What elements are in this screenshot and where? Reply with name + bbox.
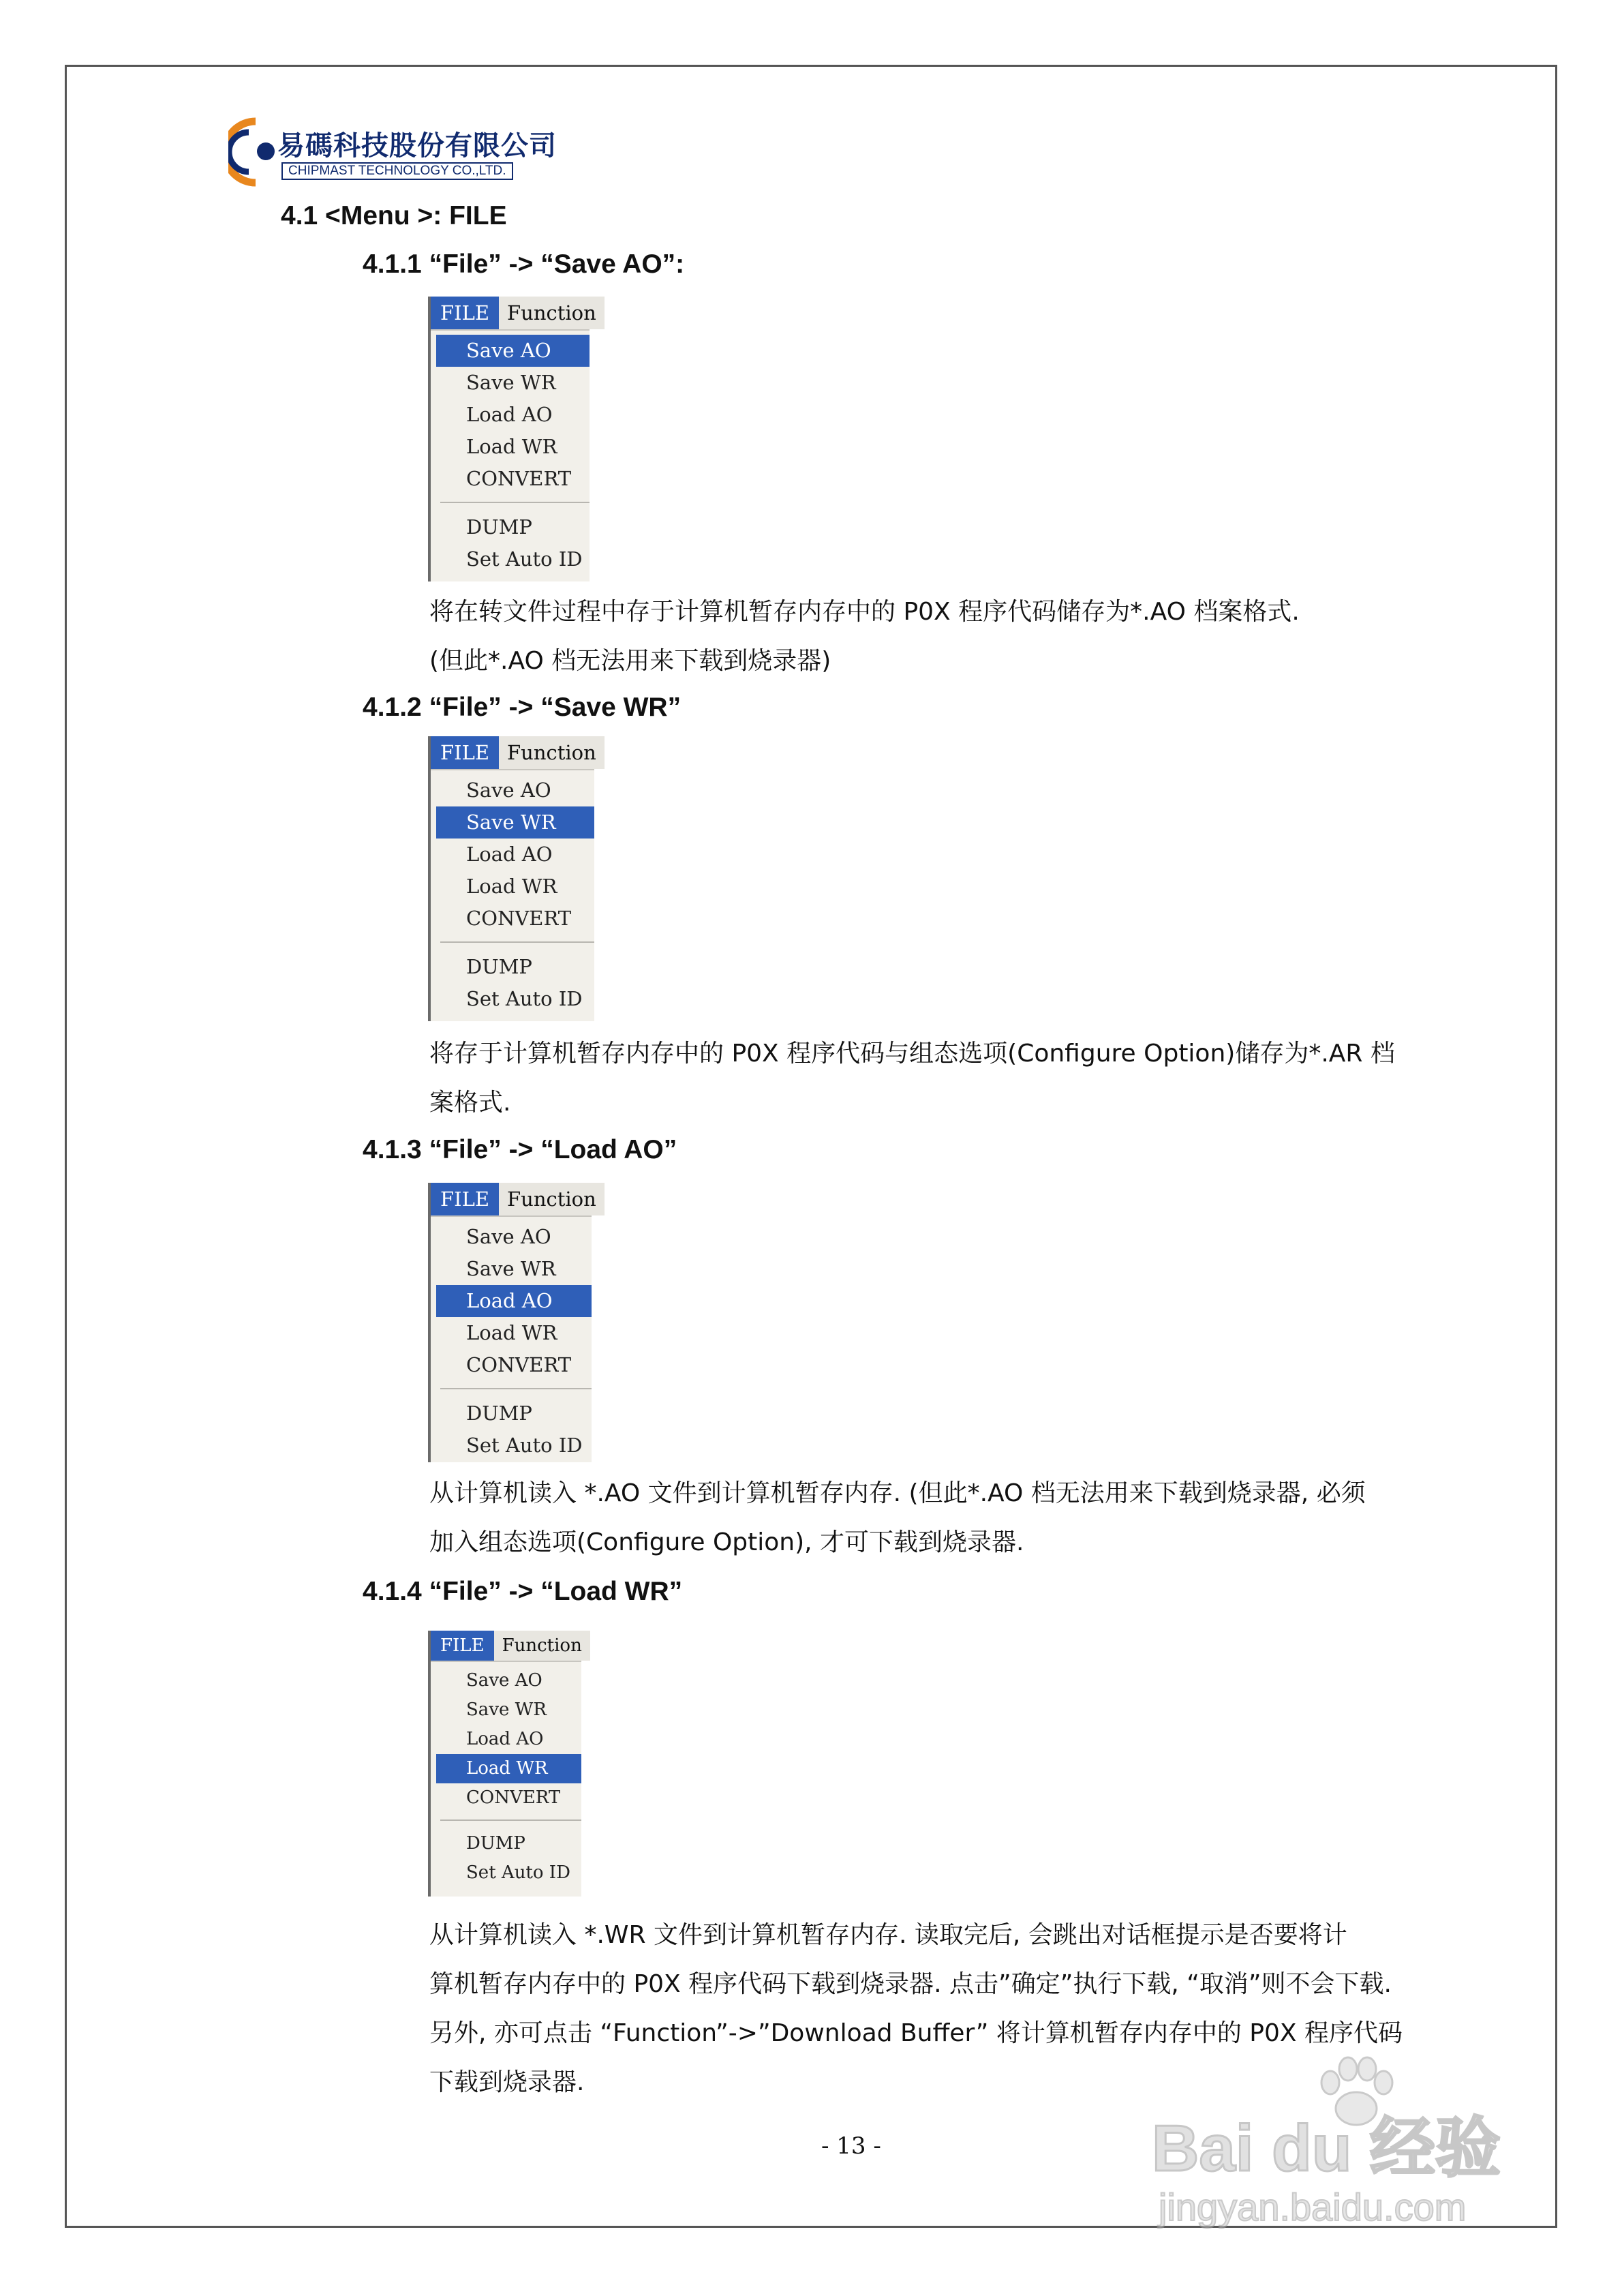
subsection-heading-load-ao: 4.1.3 “File” -> “Load AO”	[363, 1135, 677, 1164]
file-menu-screenshot	[428, 736, 594, 1021]
section-title: 4.1 <Menu >: FILE	[281, 201, 507, 230]
page-number: - 13 -	[821, 2132, 881, 2160]
menu-file[interactable]: FILE	[431, 736, 499, 769]
subsection-heading-save-wr: 4.1.2 “File” -> “Save WR”	[363, 693, 682, 722]
menu-item-save-wr[interactable]: Save WR	[466, 371, 556, 394]
menu-item-set-auto-id[interactable]: Set Auto ID	[466, 1434, 583, 1457]
menu-item-load-ao[interactable]: Load AO	[466, 403, 553, 426]
menu-item-load-wr[interactable]: Load WR	[466, 1321, 557, 1344]
menu-item-load-wr[interactable]: Load WR	[466, 875, 557, 898]
company-name-en: CHIPMAST TECHNOLOGY CO.,LTD.	[281, 162, 513, 180]
menu-separator	[440, 1388, 592, 1389]
menu-item-convert[interactable]: CONVERT	[466, 1353, 572, 1376]
page-border	[65, 65, 1557, 2228]
menu-item-dump[interactable]: DUMP	[466, 955, 532, 978]
menu-item-set-auto-id[interactable]: Set Auto ID	[466, 547, 583, 571]
menu-item-convert[interactable]: CONVERT	[466, 907, 572, 930]
menu-item-dump[interactable]: DUMP	[466, 1833, 525, 1854]
menu-item-dump[interactable]: DUMP	[466, 1402, 532, 1425]
file-menu-screenshot	[428, 1631, 581, 1897]
description-load-wr: 从计算机读入 *.WR 文件到计算机暂存内存. 读取完后, 会跳出对话框提示是否要将计 算机暂存内存中的 P0X 程序代码下载到烧录器. 点击”确定”执行下载, “取消”则不会下载. 另外, 亦可点击 “Function”->”Download Buffer” 将计算机暂存内存中的 P0X 程序代码 下载到烧录器.	[429, 1921, 1403, 2096]
menu-function[interactable]: Function	[499, 736, 605, 769]
subsection-heading-load-wr: 4.1.4 “File” -> “Load WR”	[363, 1577, 683, 1606]
logo-icon	[228, 116, 283, 187]
watermark-url: jingyan.baidu.com	[1159, 2186, 1467, 2229]
menu-item-save-ao[interactable]: Save AO	[466, 1670, 542, 1691]
menu-function[interactable]: Function	[499, 1183, 605, 1215]
company-logo	[228, 116, 557, 187]
menu-item-load-ao[interactable]: Load AO	[436, 1285, 592, 1317]
file-menu-screenshot	[428, 1183, 596, 1462]
menu-item-save-wr[interactable]: Save WR	[466, 1257, 556, 1280]
menu-item-load-wr[interactable]: Load WR	[436, 1754, 581, 1783]
description-save-ao: 将在转文件过程中存于计算机暂存内存中的 P0X 程序代码储存为*.AO 档案格式. (但此*.AO 档无法用来下载到烧录器)	[429, 598, 1300, 675]
file-menu-screenshot	[428, 297, 596, 581]
menu-item-load-ao[interactable]: Load AO	[466, 843, 553, 866]
menu-item-save-ao[interactable]: Save AO	[466, 779, 551, 802]
menu-item-convert[interactable]: CONVERT	[466, 1787, 561, 1808]
menu-item-dump[interactable]: DUMP	[466, 515, 532, 539]
menu-separator	[440, 941, 594, 943]
menu-item-convert[interactable]: CONVERT	[466, 467, 572, 490]
menu-separator	[440, 502, 590, 503]
company-name-cn: 易碼科技股份有限公司	[277, 130, 557, 162]
menu-item-set-auto-id[interactable]: Set Auto ID	[466, 1862, 570, 1883]
menu-item-save-ao[interactable]: Save AO	[466, 1225, 551, 1248]
menu-file[interactable]: FILE	[431, 1183, 499, 1215]
subsection-heading-save-ao: 4.1.1 “File” -> “Save AO”:	[363, 250, 685, 279]
description-save-wr: 将存于计算机暂存内存中的 P0X 程序代码与组态选项(Configure Option)储存为*.AR 档 案格式.	[429, 1040, 1395, 1117]
menu-item-save-wr[interactable]: Save WR	[466, 1700, 547, 1720]
menu-function[interactable]: Function	[499, 297, 605, 329]
menu-item-save-wr[interactable]: Save WR	[436, 806, 594, 839]
baidu-watermark	[1152, 2055, 1533, 2229]
menu-separator	[440, 1819, 581, 1821]
menu-item-load-wr[interactable]: Load WR	[466, 435, 557, 458]
menu-file[interactable]: FILE	[431, 1631, 494, 1661]
watermark-main-text: Bai du 经验	[1152, 2112, 1501, 2185]
menu-file[interactable]: FILE	[431, 297, 499, 329]
menu-item-set-auto-id[interactable]: Set Auto ID	[466, 987, 583, 1010]
menu-item-save-ao[interactable]: Save AO	[436, 335, 590, 367]
menu-function[interactable]: Function	[494, 1631, 590, 1661]
description-load-ao: 从计算机读入 *.AO 文件到计算机暂存内存. (但此*.AO 档无法用来下载到烧录器, 必须 加入组态选项(Configure Option), 才可下载到烧录器.	[429, 1479, 1366, 1556]
menu-item-load-ao[interactable]: Load AO	[466, 1729, 544, 1749]
